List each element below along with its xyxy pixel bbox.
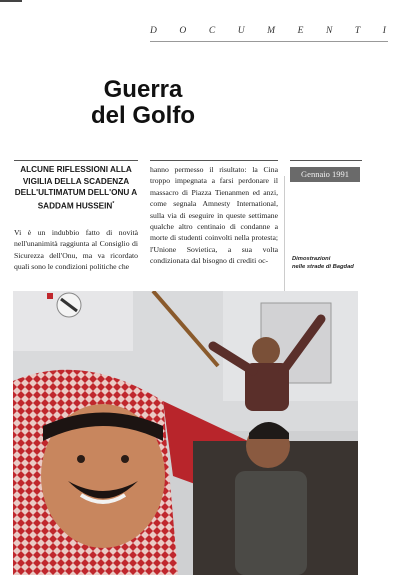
page-title bbox=[0, 77, 286, 129]
title-line-2: del Golfo bbox=[91, 102, 195, 129]
column-2 bbox=[150, 164, 278, 267]
header-rule bbox=[150, 41, 388, 42]
column-3-rule bbox=[290, 160, 362, 161]
photo-caption bbox=[292, 256, 372, 271]
corner-mark bbox=[0, 0, 22, 2]
column-1 bbox=[14, 164, 138, 272]
title-line-1: Guerra bbox=[103, 76, 183, 103]
child-head bbox=[252, 337, 280, 365]
caption-line-1: Dimostrazioni bbox=[292, 256, 331, 262]
demonstration-photo bbox=[13, 291, 358, 575]
section-letter: C bbox=[208, 26, 216, 36]
section-letter: U bbox=[237, 26, 245, 36]
section-letter: E bbox=[297, 26, 304, 36]
section-letter: D bbox=[150, 26, 157, 36]
section-header bbox=[150, 26, 386, 36]
column-1-text: Vi è un indubbio fatto di novità nell'unanimità raggiunta al Consiglio di Sicurezza dell'Onu, ma va ricordato quali sono le condizioni politiche che bbox=[14, 227, 138, 271]
column-2-rule bbox=[150, 160, 278, 161]
section-letter: T bbox=[354, 26, 361, 36]
column-2-text: hanno permesso il risultato: la Cina troppo impegnata a farsi perdonare il massacro di Piazza Tienanmen ed anzi, come segnala Amnesty International, sulla via di eseguire in queste settimane qualche altro centinaio di condanne a morte di studenti coinvolti nella protesta; l'Unione Sovietica, a sua volta condizionata dal bisogno di crediti oc- bbox=[150, 165, 278, 266]
footnote-mark: * bbox=[112, 200, 115, 207]
column-1-rule bbox=[14, 160, 138, 161]
lead-paragraph bbox=[14, 164, 138, 212]
date-badge: Gennaio 1991 bbox=[290, 167, 360, 182]
section-letter: I bbox=[382, 26, 386, 36]
caption-rule bbox=[284, 176, 285, 296]
lead-text: ALCUNE RIFLESSIONI ALLA VIGILIA DELLA SCADENZA DELL'ULTIMATUM DELL'ONU A SADDAM HUSSEIN bbox=[14, 165, 138, 211]
section-letter: O bbox=[179, 26, 187, 36]
caption-line-2: nelle strade di Bagdad bbox=[292, 263, 354, 270]
section-letter: N bbox=[325, 26, 333, 36]
section-letter: M bbox=[267, 26, 276, 36]
man-body bbox=[235, 471, 307, 575]
